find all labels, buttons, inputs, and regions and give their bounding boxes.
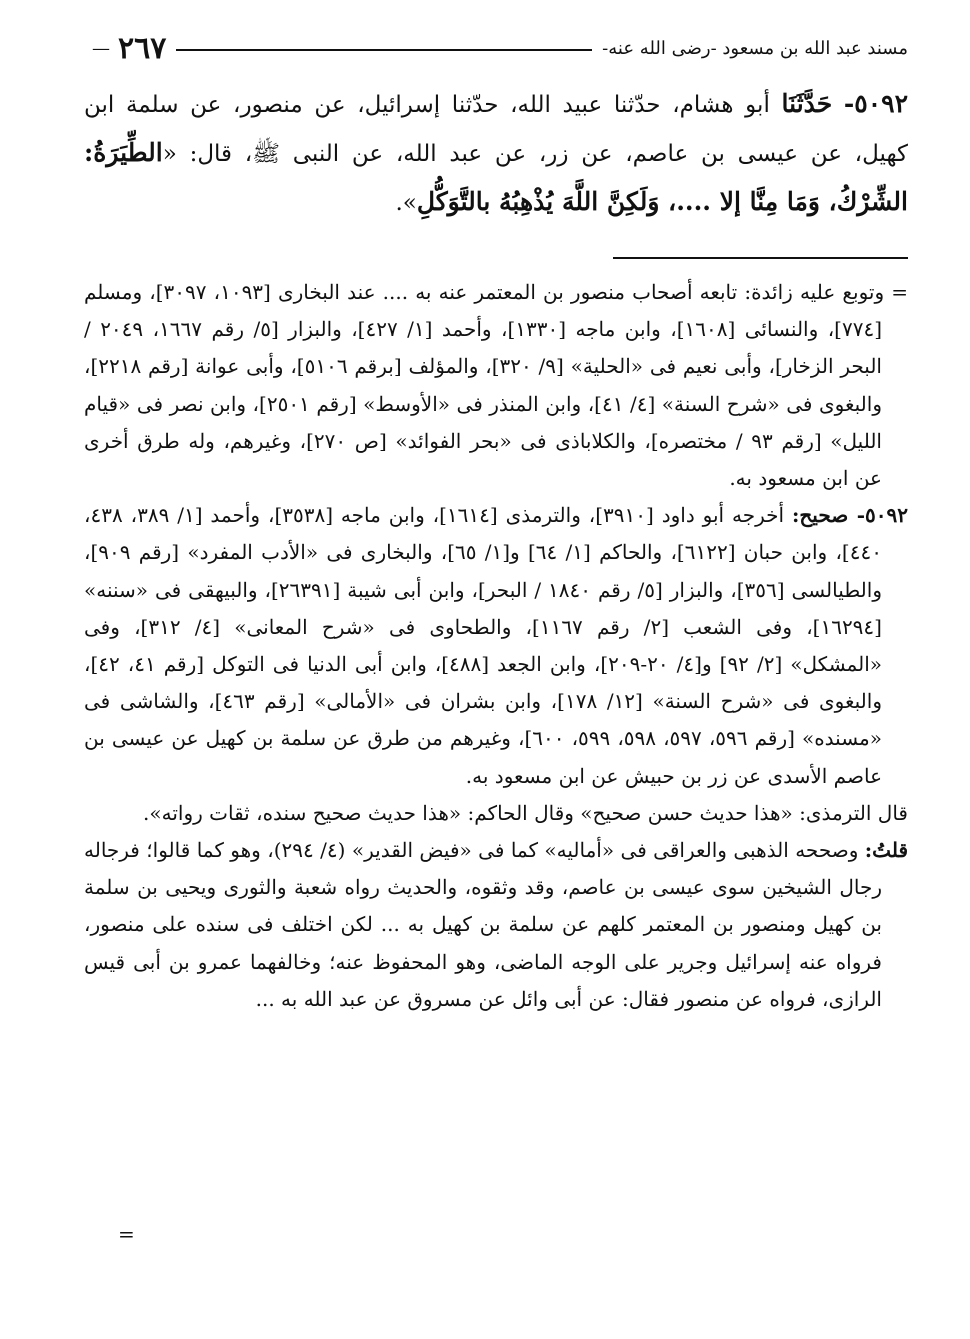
hadith-matn: الطِّيَرَةُ: الشِّرْكُ، وَمَا مِنَّا إلا ....، وَلَكِنَّ اللَّهَ يُذْهِبُهُ بالتَّوَكُّلِ — [84, 138, 908, 216]
qultu-paragraph — [84, 832, 908, 1018]
page-number: ٢٦٧ — [118, 30, 167, 66]
hadith-closing: ». — [395, 190, 417, 216]
hadith-number: ٥٠٩٢- — [843, 89, 909, 118]
continuation-mark: = — [118, 1222, 135, 1246]
qultu-label: قلتُ: — [864, 838, 908, 863]
header-dash: — — [92, 37, 110, 59]
footnote-entry-text: أخرجه أبو داود [٣٩١٠]، والترمذى [١٦١٤]، وابن ماجه [٣٥٣٨]، وأحمد [١/ ٣٨٩، ٤٣٨، ٤٤٠]، وابن حبان [٦١٢٢]، والحاكم [١/ ٦٤] و[١/ ٦٥]، والبخارى فى «الأدب المفرد» [رقم ٩٠٩]، والطيالسى [٣٥٦]، والبزار [٥/ رقم ١٨٤٠ / البحر]، وابن أبى شيبة [٢٦٣٩١]، والبيهقى فى «سننه» [١٦٢٩٤]، وفى الشعب [٢/ رقم ١١٦٧]، والطحاوى فى «شرح المعانى» [٤/ ٣١٢]، وفى «المشكل» [٢/ ٩٢] و[٤/ ٢٠-٢٠٩]، وابن الجعد [٤٨٨]، وابن أبى الدنيا فى التوكل [رقم ٤١، ٤٢]، والبغوى فى «شرح السنة» [١٢/ ١٧٨]، وابن بشران فى «الأمالى» [رقم ٤٦٣]، والشاشى فى «مسنده» [رقم ٥٩٦، ٥٩٧، ٥٩٨، ٥٩٩، ٦٠٠]، وغيرهم من طرق عن سلمة بن كهيل عن عيسى بن عاصم الأسدى عن زر بن حبيش عن ابن مسعود به. — [84, 503, 883, 788]
footnote-separator — [613, 257, 908, 259]
hadith-opening: حَدَّثَنَا — [781, 89, 833, 118]
footnote-continued: = وتوبع عليه زائدة: تابعه أصحاب منصور بن المعتمر عنه به .... عند البخارى [١٠٩٣، ٣٠٩٧]، ومسلم [٧٧٤]، والنسائى [١٦٠٨]، وابن ماجه [١٣٣٠]، وأحمد [١/ ٤٢٧]، والبزار [٥/ رقم ١٦٦٧، ٢٠٤٩ / البحر الزخار]، وأبى نعيم فى «الحلية» [٩/ ٣٢٠]، والمؤلف [برقم ٥١٠٦]، وأبى عوانة [رقم ٢٢١٨]، والبغوى فى «شرح السنة» [٤/ ٤١]، وابن المنذر فى «الأوسط» [رقم ٢٥٠١]، وابن نصر فى «قيام الليل» [رقم ٩٣ / مختصره]، والكلاباذى فى «بحر الفوائد» [ص ٢٧٠]، وغيرهم، وله طرق أخرى عن ابن مسعود به. — [84, 280, 909, 491]
header-rule — [176, 49, 592, 51]
footnotes — [84, 274, 908, 1018]
tirmidhi-quote: قال الترمذى: «هذا حديث حسن صحيح» وقال الحاكم: «هذا حديث صحيح سنده، ثقات رواته». — [143, 800, 908, 825]
header-title: مسند عبد الله بن مسعود -رضى الله عنه- — [602, 37, 908, 59]
footnote-label: ٥٠٩٢- صحيح: — [792, 503, 909, 528]
hadith-isnad: أبو هشام، حدّثنا عبيد الله، حدّثنا إسرائيل، عن منصور، عن سلمة ابن كهيل، عن عيسى بن عاصم، عن زر، عن عبد الله، عن النبى ﷺ، قال: « — [84, 92, 908, 167]
footnote-entry — [84, 497, 908, 795]
running-header — [88, 28, 908, 68]
qultu-text: وصححه الذهبى والعراقى فى «أماليه» كما فى «فيض القدير» (٤/ ٢٩٤)، وهو كما قالوا؛ فرجاله رجال الشيخين سوى عيسى بن عاصم، وقد وثقوه، والحديث رواه شعبة والثورى ويحيى بن سلمة بن كهيل ومنصور بن المعتمر كلهم عن سلمة بن كهيل به ... لكن اختلف فى سنده على منصور، فرواه عنه إسرائيل وجرير على الوجه الماضى، وهو المحفوظ عنه؛ وخالفهما عمرو بن أبى قيس الرازى، فرواه عن منصور فقال: عن أبى وائل عن مسروق عن عبد الله به ... — [84, 838, 882, 1011]
hadith-text — [84, 80, 908, 227]
